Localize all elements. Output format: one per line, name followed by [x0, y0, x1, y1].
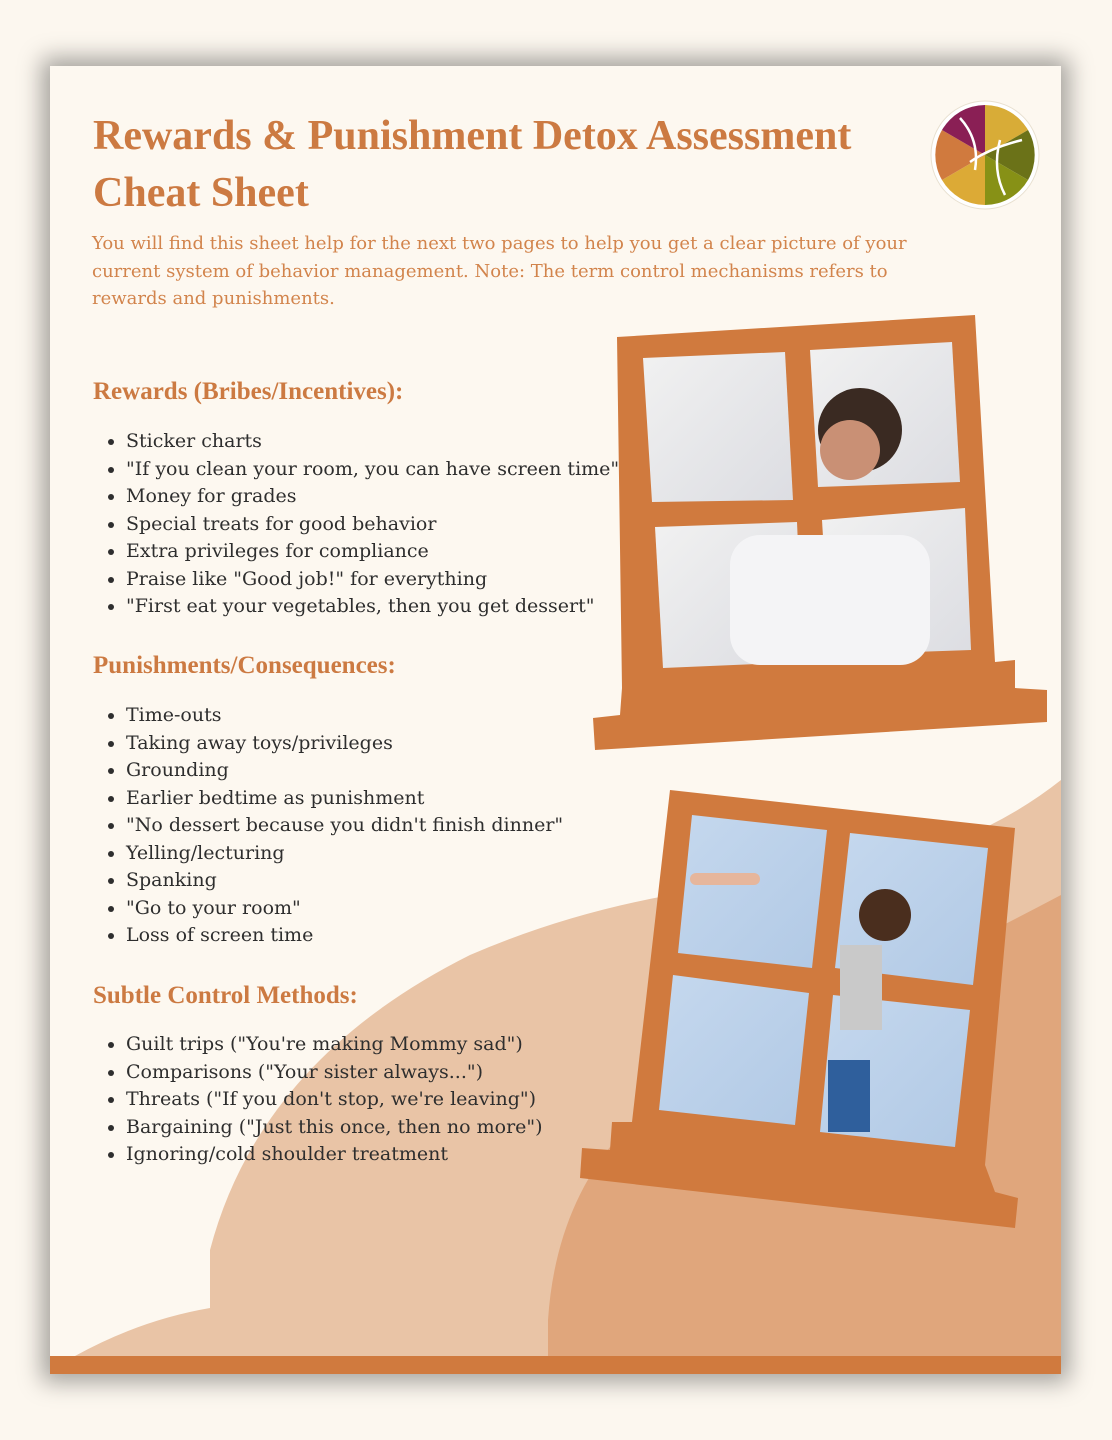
- window-punishment-photo: [580, 790, 1018, 1228]
- list-item: • Praise like "Good job!" for everything: [126, 566, 619, 594]
- list-item: • Loss of screen time: [126, 922, 563, 950]
- list-item: • "No dessert because you didn't finish dinner": [126, 812, 563, 840]
- list-item: • Special treats for good behavior: [126, 511, 619, 539]
- list-item: • Bargaining ("Just this once, then no more"): [126, 1114, 543, 1142]
- list-item: • "Go to your room": [126, 895, 563, 923]
- list-item: • "First eat your vegetables, then you get dessert": [126, 593, 619, 621]
- list-item: • Yelling/lecturing: [126, 840, 563, 868]
- list-item: • Time-outs: [126, 702, 563, 730]
- list-item: • Guilt trips ("You're making Mommy sad"): [126, 1031, 543, 1059]
- section-heading-subtle-control: Subtle Control Methods:: [93, 982, 358, 1009]
- rewards-list: [100, 428, 619, 621]
- list-item: • "If you clean your room, you can have screen time": [126, 456, 619, 484]
- section-heading-punishments: Punishments/Consequences:: [93, 652, 396, 679]
- list-item: • Taking away toys/privileges: [126, 730, 563, 758]
- list-item: • Spanking: [126, 867, 563, 895]
- list-item: • Threats ("If you don't stop, we're leaving"): [126, 1086, 543, 1114]
- list-item: • Ignoring/cold shoulder treatment: [126, 1141, 543, 1169]
- punishments-list: [100, 702, 563, 950]
- list-item: • Money for grades: [126, 483, 619, 511]
- list-item: • Grounding: [126, 757, 563, 785]
- bottom-bar: [50, 1356, 1061, 1374]
- window-reward-photo: [593, 315, 1047, 750]
- list-item: • Earlier bedtime as punishment: [126, 785, 563, 813]
- page-title: Rewards & Punishment Detox Assessment Cheat Sheet: [93, 113, 852, 216]
- section-heading-rewards: Rewards (Bribes/Incentives):: [93, 378, 404, 405]
- list-item: • Comparisons ("Your sister always..."): [126, 1059, 543, 1087]
- subtle-control-list: [100, 1031, 543, 1169]
- list-item: • Sticker charts: [126, 428, 619, 456]
- logo-icon: [930, 100, 1040, 210]
- list-item: • Extra privileges for compliance: [126, 538, 619, 566]
- intro-text: You will find this sheet help for the next two pages to help you get a clear picture of your current system of behavior management. Note: The term control mechanisms refers to rewards and punishments.: [92, 233, 907, 309]
